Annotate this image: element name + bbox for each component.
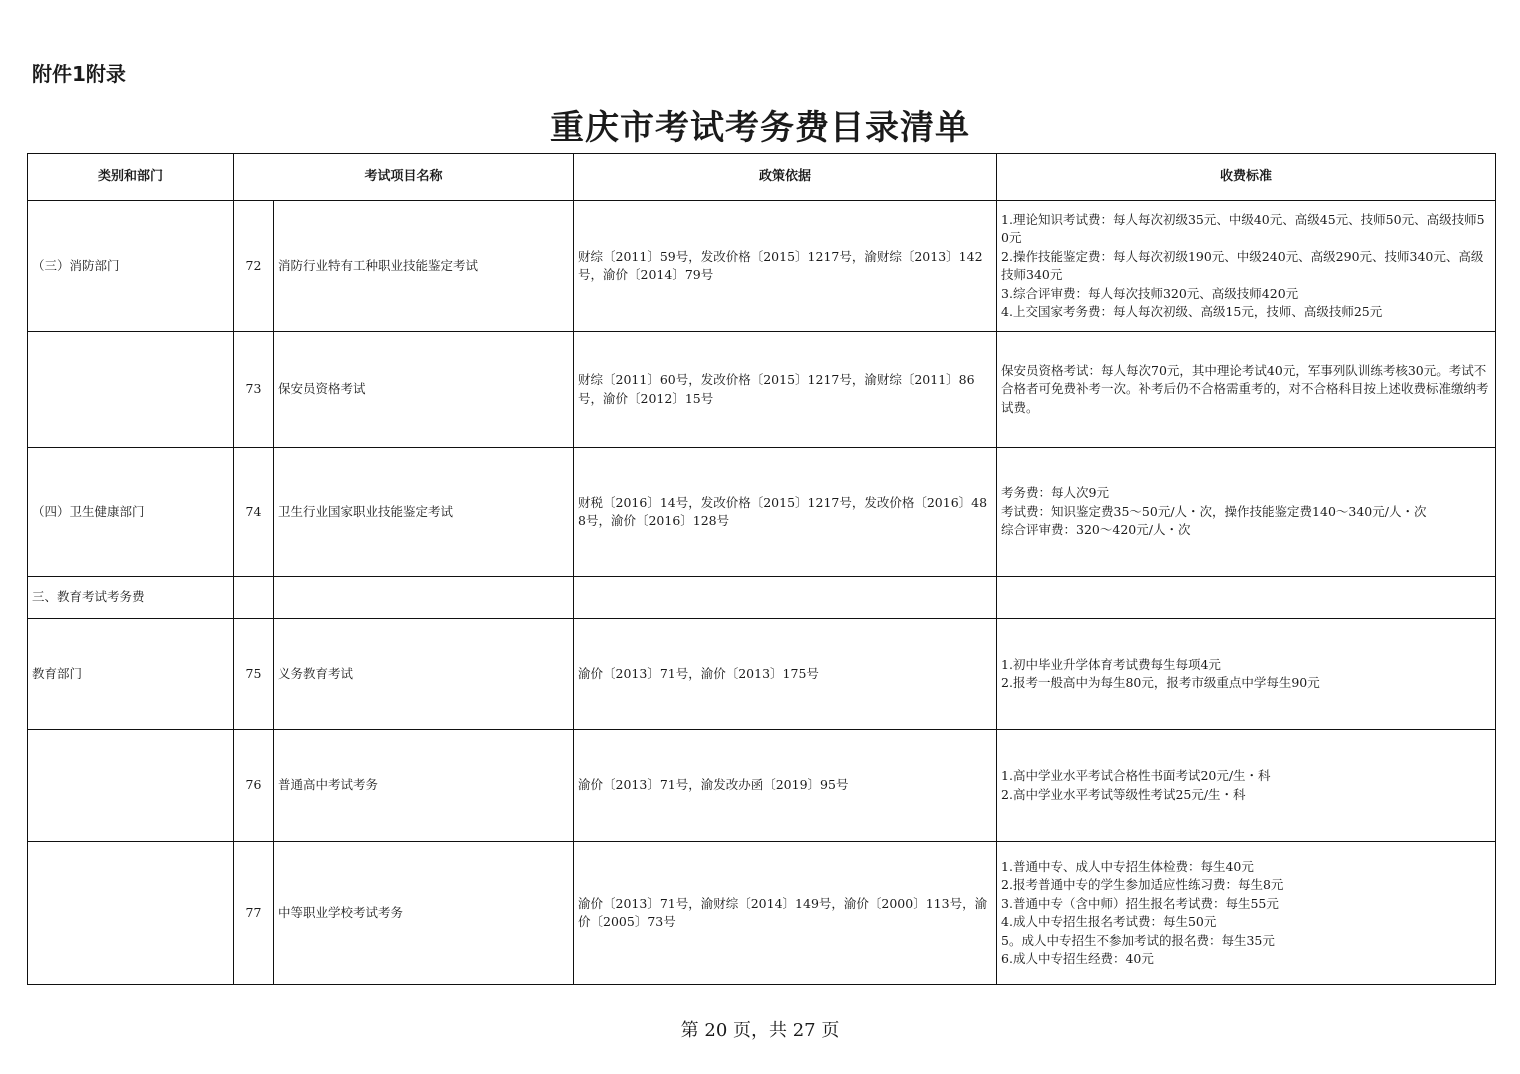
- fee-line: 考试费：知识鉴定费35～50元/人・次，操作技能鉴定费140～340元/人・次: [1001, 503, 1427, 519]
- empty-cell: [234, 577, 274, 619]
- table-row: [28, 730, 1496, 842]
- table-row: [28, 842, 1496, 985]
- policy-basis: 财税〔2016〕14号，发改价格〔2015〕1217号，发改价格〔2016〕488号，渝价〔2016〕128号: [574, 448, 997, 577]
- policy-basis: 渝价〔2013〕71号，渝财综〔2014〕149号，渝价〔2000〕113号，渝价〔2005〕73号: [574, 842, 997, 985]
- fee-standard: [997, 332, 1496, 448]
- fee-standard: [997, 730, 1496, 842]
- fee-standard: [997, 619, 1496, 730]
- exam-name: 消防行业特有工种职业技能鉴定考试: [274, 201, 574, 332]
- attachment-label: 附件1附录: [32, 62, 126, 86]
- column-header-exam-name: 考试项目名称: [234, 154, 574, 201]
- exam-name: 中等职业学校考试考务: [274, 842, 574, 985]
- fee-line: 1.高中学业水平考试合格性书面考试20元/生・科: [1001, 768, 1271, 783]
- category-cell: [28, 842, 234, 985]
- fee-line: 考务费：每人次9元: [1001, 485, 1109, 501]
- fee-standard: [997, 448, 1496, 577]
- fee-standard: [997, 842, 1496, 985]
- fee-line: 4.成人中专招生报名考试费：每生50元: [1001, 914, 1217, 929]
- fee-line: 2.报考一般高中为每生80元，报考市级重点中学每生90元: [1001, 675, 1320, 690]
- table-row: [28, 619, 1496, 730]
- item-number: 77: [234, 842, 274, 985]
- fee-standard: [997, 201, 1496, 332]
- policy-basis: 渝价〔2013〕71号，渝发改办函〔2019〕95号: [574, 730, 997, 842]
- fee-table: [27, 153, 1496, 985]
- table-row: [28, 448, 1496, 577]
- page-number: 第 20 页，共 27 页: [680, 1020, 840, 1041]
- column-header-fee: 收费标准: [997, 154, 1496, 201]
- empty-cell: [997, 577, 1496, 619]
- exam-name: 义务教育考试: [274, 619, 574, 730]
- policy-basis: 渝价〔2013〕71号，渝价〔2013〕175号: [574, 619, 997, 730]
- item-number: 74: [234, 448, 274, 577]
- item-number: 72: [234, 201, 274, 332]
- policy-basis: 财综〔2011〕59号，发改价格〔2015〕1217号，渝财综〔2013〕142号，渝价〔2014〕79号: [574, 201, 997, 332]
- table-row: [28, 332, 1496, 448]
- fee-line: 保安员资格考试：每人每次70元，其中理论考试40元，军事列队训练考核30元。考试不合格者可免费补考一次。补考后仍不合格需重考的，对不合格科目按上述收费标准缴纳考试费。: [1001, 362, 1489, 415]
- section-row: [28, 577, 1496, 619]
- policy-basis: 财综〔2011〕60号，发改价格〔2015〕1217号，渝财综〔2011〕86号，渝价〔2012〕15号: [574, 332, 997, 448]
- empty-cell: [574, 577, 997, 619]
- item-number: 73: [234, 332, 274, 448]
- fee-line: 3.综合评审费：每人每次技师320元、高级技师420元: [1001, 285, 1299, 301]
- fee-line: 综合评审费：320～420元/人・次: [1001, 522, 1191, 538]
- category-cell: 教育部门: [28, 619, 234, 730]
- table-header-row: [28, 154, 1496, 201]
- fee-line: 1.初中毕业升学体育考试费每生每项4元: [1001, 656, 1221, 672]
- page-title: 重庆市考试考务费目录清单: [550, 108, 970, 148]
- fee-line: 1.普通中专、成人中专招生体检费：每生40元: [1001, 858, 1254, 874]
- category-cell: （四）卫生健康部门: [28, 448, 234, 577]
- fee-line: 5。成人中专招生不参加考试的报名费：每生35元: [1001, 932, 1275, 948]
- fee-line: 4.上交国家考务费：每人每次初级、高级15元，技师、高级技师25元: [1001, 304, 1383, 319]
- exam-name: 保安员资格考试: [274, 332, 574, 448]
- category-cell: [28, 332, 234, 448]
- fee-line: 2.高中学业水平考试等级性考试25元/生・科: [1001, 786, 1246, 802]
- fee-line: 6.成人中专招生经费：40元: [1001, 951, 1154, 966]
- item-number: 76: [234, 730, 274, 842]
- column-header-category: 类别和部门: [28, 154, 234, 201]
- table-row: [28, 201, 1496, 332]
- exam-name: 普通高中考试考务: [274, 730, 574, 842]
- fee-line: 2.操作技能鉴定费：每人每次初级190元、中级240元、高级290元、技师340元、高级技师340元: [1001, 248, 1484, 282]
- item-number: 75: [234, 619, 274, 730]
- column-header-policy: 政策依据: [574, 154, 997, 201]
- category-cell: [28, 730, 234, 842]
- fee-line: 1.理论知识考试费：每人每次初级35元、中级40元、高级45元、技师50元、高级技师50元: [1001, 211, 1485, 245]
- fee-line: 2.报考普通中专的学生参加适应性练习费：每生8元: [1001, 877, 1284, 892]
- section-heading: 三、教育考试考务费: [28, 577, 234, 619]
- empty-cell: [274, 577, 574, 619]
- category-cell: （三）消防部门: [28, 201, 234, 332]
- fee-line: 3.普通中专（含中师）招生报名考试费：每生55元: [1001, 895, 1279, 911]
- exam-name: 卫生行业国家职业技能鉴定考试: [274, 448, 574, 577]
